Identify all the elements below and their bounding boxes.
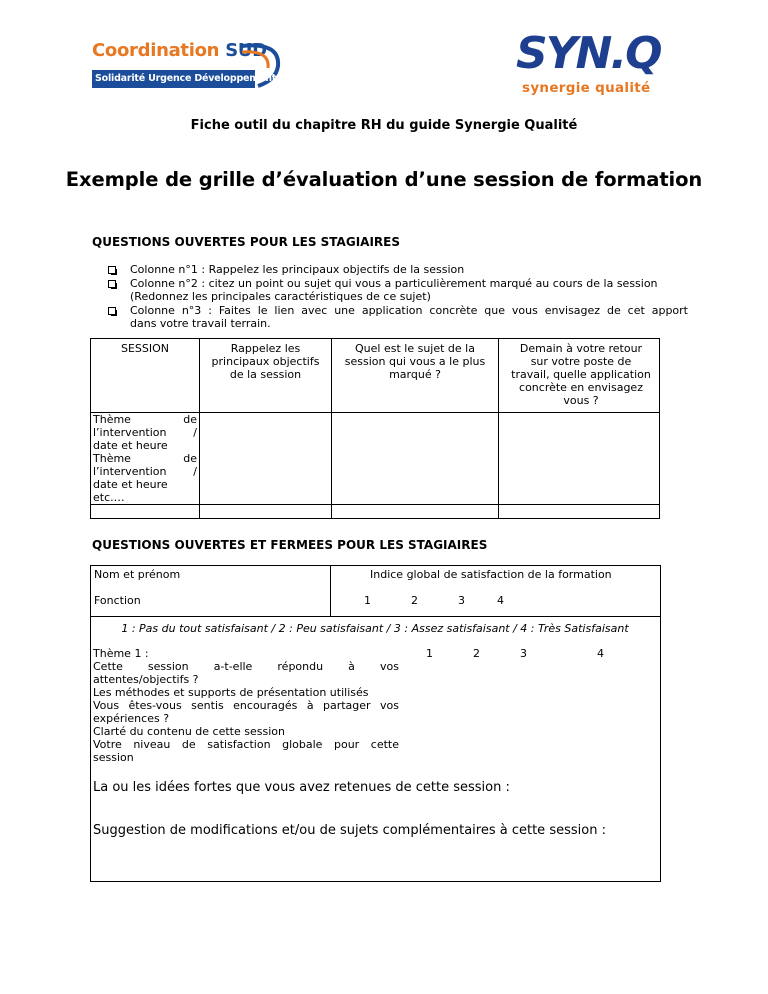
strong-ideas-prompt: La ou les idées fortes que vous avez retenues de cette session : [93, 780, 510, 795]
subject-answer-cell[interactable] [332, 505, 499, 519]
list-item: Colonne n°3 : Faites le lien avec une application concrète que vous envisagez de cet apport dans votre travail terrain. [108, 304, 688, 331]
synergie-qualite-logo [512, 28, 670, 110]
divider [330, 565, 331, 616]
table-row [91, 505, 660, 519]
name-label: Nom et prénom [94, 568, 181, 581]
objectives-answer-cell[interactable] [200, 505, 332, 519]
logo-tagline: Solidarité Urgence Développement [92, 70, 255, 88]
instruction-list [108, 263, 688, 331]
theme-scale-3[interactable]: 3 [520, 647, 527, 660]
scale-legend: 1 : Pas du tout satisfaisant / 2 : Peu satisfaisant / 3 : Assez satisfaisant / 4 : Très Satisfaisant [121, 622, 629, 635]
question-item: Cette session a-t-elle répondu à vos [93, 660, 399, 673]
theme-questions: Thème 1 : Cette session a-t-elle répondu à vos attentes/objectifs ? Les méthodes et supports de présentation utilisés Vous êtes-vous sentis encouragés à partager vos expériences ? Clarté du contenu de cette session Votre niveau de satisfaction globale pour cette session [93, 647, 399, 764]
open-questions-table [90, 338, 660, 519]
satisfaction-label: Indice global de satisfaction de la formation [370, 568, 612, 581]
header-application: Demain à votre retour sur votre poste de travail, quelle application concrète en envisagez vous ? [499, 339, 660, 413]
suggestions-prompt: Suggestion de modifications et/ou de sujets complémentaires à cette session : [93, 823, 606, 838]
section-heading-open-questions: QUESTIONS OUVERTES POUR LES STAGIAIRES [92, 235, 400, 249]
page-title: Exemple de grille d’évaluation d’une session de formation [65, 168, 703, 191]
scale-2[interactable]: 2 [411, 594, 418, 607]
header-objectives: Rappelez les principaux objectifs de la session [200, 339, 332, 413]
section-heading-open-closed-questions: QUESTIONS OUVERTES ET FERMEES POUR LES STAGIAIRES [92, 538, 488, 552]
divider [90, 616, 660, 617]
header-subject: Quel est le sujet de la session qui vous a le plus marqué ? [332, 339, 499, 413]
logo-word-synq: SYN.Q [516, 28, 661, 79]
logo-tagline-synergie: synergie qualité [522, 80, 651, 96]
subject-answer-cell[interactable] [332, 413, 499, 505]
list-item: Colonne n°1 : Rappelez les principaux objectifs de la session [108, 263, 688, 277]
logo-word-sud: SUD [225, 40, 267, 61]
application-answer-cell[interactable] [499, 413, 660, 505]
header-session: SESSION [91, 339, 200, 413]
theme-scale-2[interactable]: 2 [473, 647, 480, 660]
objectives-answer-cell[interactable] [200, 413, 332, 505]
function-label: Fonction [94, 594, 141, 607]
theme-scale-1[interactable]: 1 [426, 647, 433, 660]
checkbox-bullet-icon [108, 266, 116, 274]
scale-3[interactable]: 3 [458, 594, 465, 607]
question-item: Votre niveau de satisfaction globale pour cette [93, 738, 399, 751]
scale-4[interactable]: 4 [497, 594, 504, 607]
scale-1[interactable]: 1 [364, 594, 371, 607]
theme-label: Thème 1 : [93, 647, 149, 660]
page-subtitle: Fiche outil du chapitre RH du guide Synergie Qualité [190, 118, 578, 133]
table-row [91, 413, 660, 505]
logo-word-coordination: Coordination [92, 40, 220, 61]
coordination-sud-logo [92, 40, 288, 98]
theme-scale-4[interactable]: 4 [597, 647, 604, 660]
checkbox-bullet-icon [108, 307, 116, 315]
application-answer-cell[interactable] [499, 505, 660, 519]
logo-swoosh-icon [92, 40, 288, 98]
list-item: Colonne n°2 : citez un point ou sujet qui vous a particulièrement marqué au cours de la session (Redonnez les principales caractéristiques de ce sujet) [108, 277, 688, 304]
checkbox-bullet-icon [108, 280, 116, 288]
question-item: Clarté du contenu de cette session [93, 725, 285, 738]
table-header-row [91, 339, 660, 413]
session-cell: Thème de l’intervention / date et heure Thème de l’intervention / date et heure etc.… [93, 413, 197, 504]
question-item: Vous êtes-vous sentis encouragés à partager vos [93, 699, 399, 712]
question-item: Les méthodes et supports de présentation utilisés [93, 686, 369, 699]
